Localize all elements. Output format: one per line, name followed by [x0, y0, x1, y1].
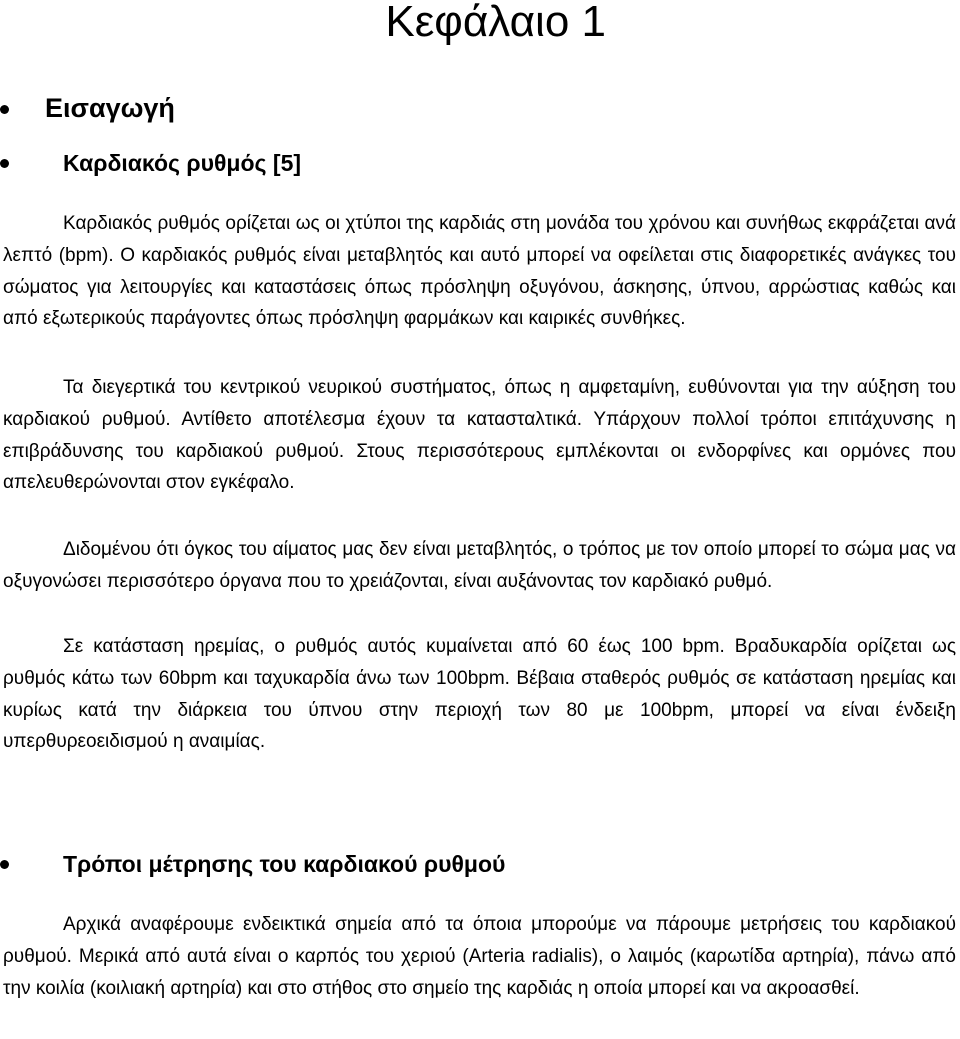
paragraph-definition: Καρδιακός ρυθμός ορίζεται ως οι χτύποι της καρδιάς στη μονάδα του χρόνου και συνήθως εκφράζεται ανά λεπτό (bpm). Ο καρδιακός ρυθμός είναι μεταβλητός και αυτό μπορεί να οφείλεται στις διαφορετικές ανάγκες του σώματος για λειτουργίες και καταστάσεις όπως πρόσληψη οξυγόνου, άσκησης, ύπνου, αρρώστιας καθώς και από εξωτερικούς παράγοντες όπως πρόσληψη φαρμάκων και καιρικές συνθήκες. [3, 213, 956, 330]
section-heading-heart-rate: Καρδιακός ρυθμός [5] [63, 150, 302, 176]
paragraph-stimulants: Τα διεγερτικά του κεντρικού νευρικού συστήματος, όπως η αμφεταμίνη, ευθύνονται για την αύξηση του καρδιακού ρυθμού. Αντίθετο αποτέλεσμα έχουν τα κατασταλτικά. Υπάρχουν πολλοί τρόποι επιτάχυνσης η επιβράδυνσης του καρδιακού ρυθμού. Στους περισσότερους εμπλέκονται οι ενδορφίνες και ορμόνες που απελευθερώνονται στον εγκέφαλο. [3, 377, 956, 494]
paragraph-measurement-points: Αρχικά αναφέρουμε ενδεικτικά σημεία από τα όποια μπορούμε να πάρουμε μετρήσεις του καρδιακού ρυθμού. Μερικά από αυτά είναι ο καρπός του χεριού (Arteria radialis), ο λαιμός (καρωτίδα αρτηρία), πάνω από την κοιλία (κοιλιακή αρτηρία) και στο στήθος στο σημείο της καρδιάς η οποία μπορεί και να ακροασθεί. [3, 914, 956, 999]
paragraph-resting-rate: Σε κατάσταση ηρεμίας, ο ρυθμός αυτός κυμαίνεται από 60 έως 100 bpm. Βραδυκαρδία ορίζεται ως ρυθμός κάτω των 60bpm και ταχυκαρδία άνω των 100bpm. Βέβαια σταθερός ρυθμός σε κατάσταση ηρεμίας και κυρίως κατά την διάρκεια του ύπνου στην περιοχή των 80 με 100bpm, μπορεί να είναι ένδειξη υπερθυρεοειδισμού η αναιμίας. [3, 636, 956, 753]
section-heading-intro: Εισαγωγή [45, 93, 175, 123]
bullet-icon [0, 159, 9, 168]
chapter-title: Κεφάλαιο 1 [385, 0, 606, 46]
bullet-icon [0, 860, 9, 869]
section-heading-measurement: Τρόποι μέτρησης του καρδιακού ρυθμού [63, 851, 506, 877]
bullet-icon [0, 105, 9, 114]
paragraph-blood-volume: Διδομένου ότι όγκος του αίματος μας δεν είναι μεταβλητός, ο τρόπος με τον οποίο μπορεί το σώμα μας να οξυγονώσει περισσότερο όργανα που το χρειάζονται, είναι αυξάνοντας τον καρδιακό ρυθμό. [3, 539, 956, 592]
